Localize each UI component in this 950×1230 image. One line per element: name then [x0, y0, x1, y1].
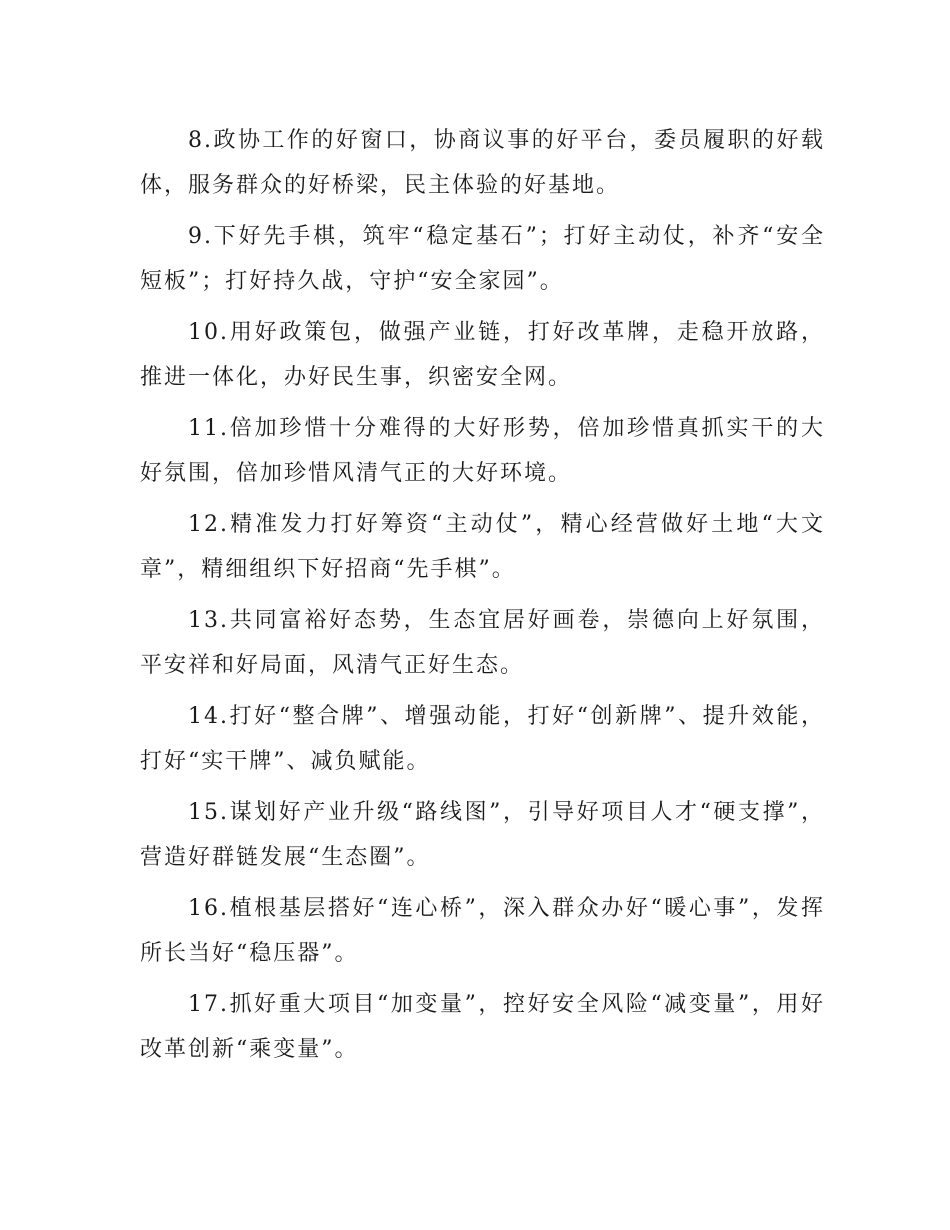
paragraph-15: 15.谋划好产业升级“路线图”，引导好项目人才“硬支撑”，营造好群链发展“生态圈”。: [140, 800, 825, 870]
paragraph-16: 16.植根基层搭好“连心桥”，深入群众办好“暖心事”，发挥所长当好“稳压器”。: [140, 896, 825, 966]
document-body: [140, 118, 825, 1078]
paragraph-17: 17.抓好重大项目“加变量”，控好安全风险“减变量”，用好改革创新“乘变量”。: [140, 992, 825, 1062]
paragraph-12: 12.精准发力打好筹资“主动仗”，精心经营做好土地“大文章”，精细组织下好招商“先手棋”。: [140, 512, 825, 582]
paragraph-8: 8.政协工作的好窗口，协商议事的好平台，委员履职的好载体，服务群众的好桥梁，民主体验的好基地。: [140, 128, 825, 198]
paragraph-10: 10.用好政策包，做强产业链，打好改革牌，走稳开放路，推进一体化，办好民生事，织密安全网。: [140, 320, 825, 390]
paragraph-13: 13.共同富裕好态势，生态宜居好画卷，崇德向上好氛围，平安祥和好局面，风清气正好生态。: [140, 608, 825, 678]
paragraph-9: 9.下好先手棋，筑牢“稳定基石”；打好主动仗，补齐“安全短板”；打好持久战，守护“安全家园”。: [140, 224, 825, 294]
paragraph-11: 11.倍加珍惜十分难得的大好形势，倍加珍惜真抓实干的大好氛围，倍加珍惜风清气正的大好环境。: [140, 416, 825, 486]
paragraph-14: 14.打好“整合牌”、增强动能，打好“创新牌”、提升效能，打好“实干牌”、减负赋能。: [140, 704, 825, 774]
